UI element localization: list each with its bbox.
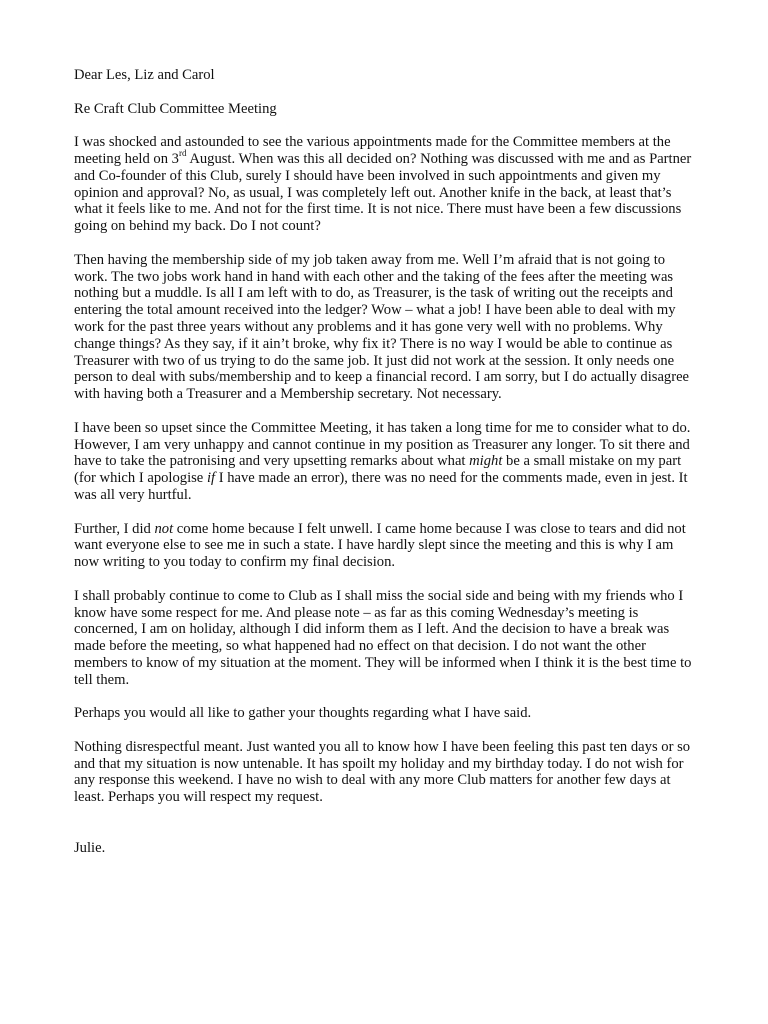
paragraph-text: I was shocked and astounded to see the various appointments made for the Committee members at the meeting held on 3	[74, 134, 671, 167]
paragraph-left-early	[74, 521, 696, 571]
paragraph-appointments	[74, 134, 696, 235]
paragraph-text: be a small mistake on my part (for which I apologise	[74, 453, 682, 487]
paragraph-text: I have made an error), there was no need for the comments made, even in jest. It was all very hurtful.	[74, 470, 688, 503]
salutation: Dear Les, Liz and Carol	[74, 67, 215, 83]
paragraph-resignation	[74, 420, 696, 504]
paragraph-text: I have been so upset since the Committee Meeting, it has taken a long time for me to consider what to do. However, I am very unhappy and cannot continue in my position as Treasurer any longer. To sit there and have to take the patronising and very upsetting remarks about what	[74, 419, 691, 470]
letter-body	[74, 67, 696, 873]
emphasis: if	[206, 470, 216, 487]
paragraph-closing: Nothing disrespectful meant. Just wanted you all to know how I have been feeling this past ten days or so and that my situation is now untenable. It has spoilt my holiday and my birthday today. I do not wish for any response this weekend. I have no wish to deal with any more Club matters for another few days at least. Perhaps you will respect my request.	[74, 738, 691, 806]
paragraph-membership: Then having the membership side of my job taken away from me. Well I’m afraid that is not going to work. The two jobs work hand in hand with each other and the taking of the fees after the meeting was nothing but a muddle. Is all I am left with to do, as Treasurer, is the task of writing out the receipts and entering the total amount received into the ledger? Wow – what a job! I have been able to deal with my work for the past three years without any problems and it has gone very well with no problems. Why change things? As they say, if it ain’t broke, why fix it? There is no way I would be able to continue as Treasurer with two of us trying to do the same job. It just did not work at the session. It only needs one person to deal with subs/membership and to keep a financial record. I am sorry, but I do actually disagree with having both a Treasurer and a Membership secretary. Not necessary.	[74, 251, 690, 403]
ordinal-suffix: rd	[178, 148, 187, 159]
paragraph-text: come home because I felt unwell. I came home because I was close to tears and did not want everyone else to see me in such a state. I have hardly slept since the meeting and this is why I am now writing to you today to confirm my final decision.	[74, 520, 686, 571]
paragraph-club-attendance: I shall probably continue to come to Club as I shall miss the social side and being with my friends who I know have some respect for me. And please note – as far as this coming Wednesday’s meeting is concerned, I am on holiday, although I did inform them as I left. And the decision to have a break was made before the meeting, so what happened had no effect on that decision. I do not want the other members to know of my situation at the moment. They will be informed when I think it is the best time to tell them.	[74, 587, 692, 688]
paragraph-text: August. When was this all decided on? Nothing was discussed with me and as Partner and Co-founder of this Club, surely I should have been involved in such appointments and given my opinion and approval? No, as usual, I was completely left out. Another knife in the back, at least that’s what it feels like to me. And not for the first time. It is not nice. There must have been a few discussions going on behind my back. Do I not count?	[74, 150, 692, 235]
emphasis: might	[469, 453, 503, 470]
emphasis: not	[154, 520, 174, 537]
subject-line: Re Craft Club Committee Meeting	[74, 100, 277, 117]
signature: Julie.	[74, 839, 106, 856]
paragraph-text: Further, I did	[74, 520, 155, 537]
paragraph-gather-thoughts: Perhaps you would all like to gather your thoughts regarding what I have said.	[74, 705, 532, 722]
